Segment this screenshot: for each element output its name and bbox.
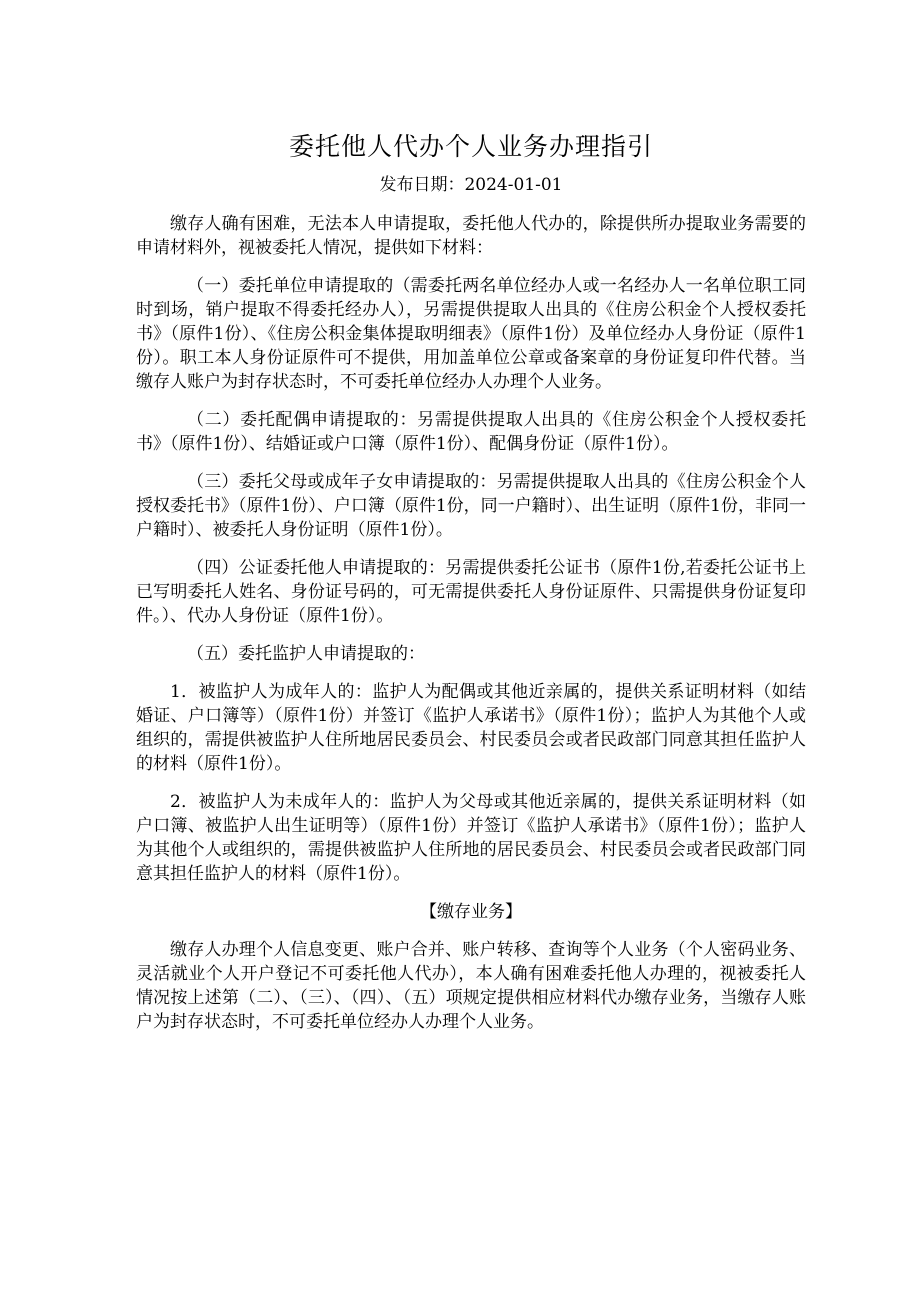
section-title-deposit: 【缴存业务】 bbox=[420, 902, 522, 922]
item-3-parents-children: （三）委托父母或成年子女申请提取的：另需提供提取人出具的《住房公积金个人授权委托书》（原件1份）、户口簿（原件1份，同一户籍时）、出生证明（原件1份，非同一户籍时）、被委托人身份证明（原件1份）。 bbox=[136, 472, 806, 540]
subitem-2-minor-ward: 2．被监护人为未成年人的：监护人为父母或其他近亲属的，提供关系证明材料（如户口簿、被监护人出生证明等）（原件1份）并签订《监护人承诺书》（原件1份）；监护人为其他个人或组织的，需提供被监护人住所地的居民委员会、村民委员会或者民政部门同意其担任监护人的材料（原件1份）。 bbox=[136, 792, 806, 884]
document-page bbox=[136, 130, 806, 1048]
item-1-unit-agent: （一）委托单位申请提取的（需委托两名单位经办人或一名经办人一名单位职工同时到场，销户提取不得委托经办人），另需提供提取人出具的《住房公积金个人授权委托书》（原件1份）、《住房公积金集体提取明细表》（原件1份）及单位经办人身份证（原件1份）。职工本人身份证原件可不提供，用加盖单位公章或备案章的身份证复印件代替。当缴存人账户为封存状态时，不可委托单位经办人办理个人业务。 bbox=[136, 276, 806, 392]
document-title: 委托他人代办个人业务办理指引 bbox=[288, 132, 653, 161]
section-body-deposit: 缴存人办理个人信息变更、账户合并、账户转移、查询等个人业务（个人密码业务、灵活就业个人开户登记不可委托他人代办），本人确有困难委托他人办理的，视被委托人情况按上述第（二）、（三）、（四）、（五）项规定提供相应材料代办缴存业务，当缴存人账户为封存状态时，不可委托单位经办人办理个人业务。 bbox=[136, 940, 806, 1032]
publish-date: 发布日期：2024-01-01 bbox=[379, 175, 563, 195]
item-4-notarized: （四）公证委托他人申请提取的：另需提供委托公证书（原件1份,若委托公证书上已写明委托人姓名、身份证号码的，可无需提供委托人身份证原件、只需提供身份证复印件。）、代办人身份证（原件1份）。 bbox=[136, 558, 806, 626]
intro-paragraph: 缴存人确有困难，无法本人申请提取，委托他人代办的，除提供所办提取业务需要的申请材料外，视被委托人情况，提供如下材料： bbox=[136, 214, 806, 258]
subitem-1-adult-ward: 1．被监护人为成年人的：监护人为配偶或其他近亲属的，提供关系证明材料（如结婚证、户口簿等）（原件1份）并签订《监护人承诺书》（原件1份）；监护人为其他个人或组织的，需提供被监护人住所地居民委员会、村民委员会或者民政部门同意其担任监护人的材料（原件1份）。 bbox=[136, 682, 806, 774]
item-2-spouse: （二）委托配偶申请提取的：另需提供提取人出具的《住房公积金个人授权委托书》（原件1份）、结婚证或户口簿（原件1份）、配偶身份证（原件1份）。 bbox=[136, 410, 806, 454]
item-5-guardian: （五）委托监护人申请提取的： bbox=[187, 644, 425, 664]
